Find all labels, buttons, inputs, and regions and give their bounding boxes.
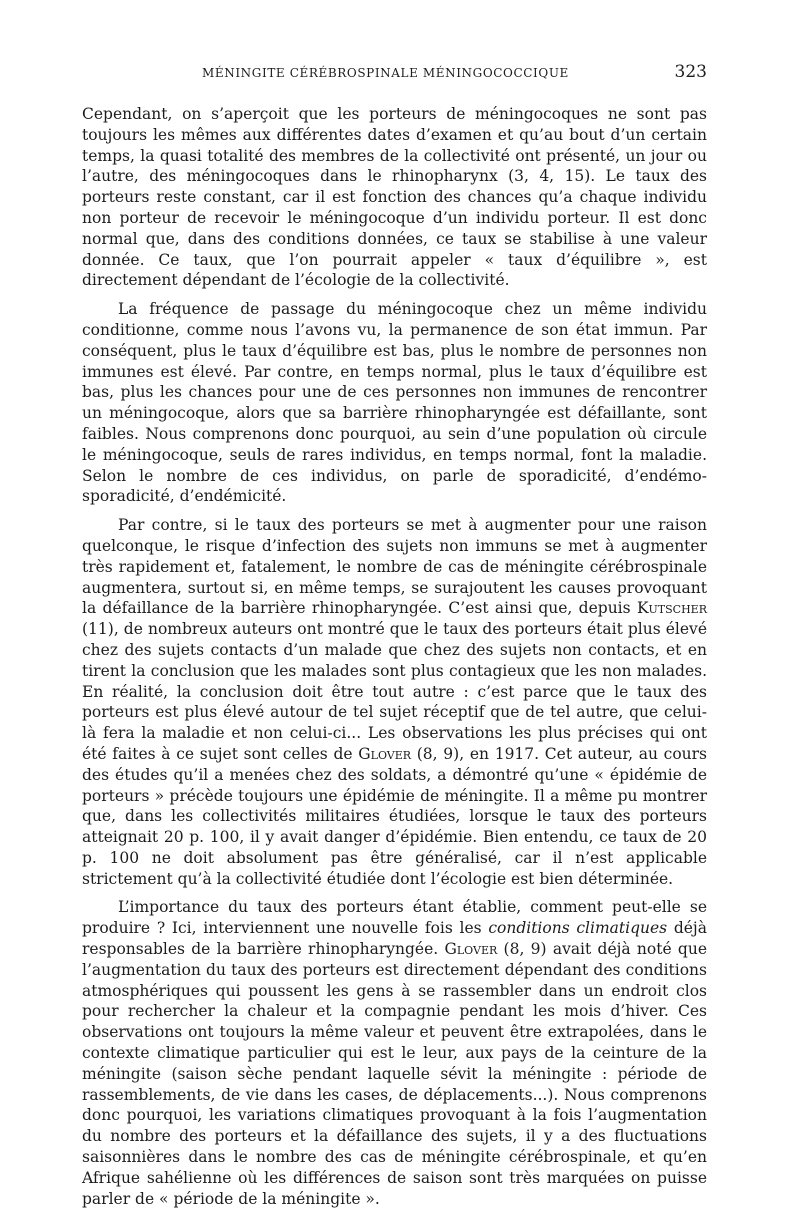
paragraph-4-part-2: déjà responsables de la barrière rhinopharyngée. [82, 919, 707, 959]
emphasis-text: conditions climatiques [488, 919, 668, 938]
paragraph-3-part-1: Par contre, si le taux des porteurs se met à augmenter pour une raison quelconque, le risque d’infection des sujets non immuns se met à augmenter très rapidement et, fatalement, le nombre de cas de méningite cérébrospinale augmentera, surtout si, en même temps, se surajoutent les causes provoquant la défaillance de la barrière rhinopharyngée. C’est ainsi que, depuis [82, 516, 707, 618]
author-name: Glover [358, 744, 412, 763]
running-head [82, 62, 707, 90]
author-name: Glover [444, 940, 498, 959]
paragraph-3-part-2: (11), de nombreux auteurs ont montré que le taux des porteurs était plus élevé chez des sujets contacts d’un malade que chez des sujets non contacts, et en tirent la conclusion que les malades sont plus contagieux que les non malades. En réalité, la conclusion doit être tout autre : c’est parce que le taux des porteurs est plus élevé autour de tel sujet réceptif que de tel autre, que celui-là fera la maladie et non celui-ci... Les observations les plus précises qui ont été faites à ce sujet sont celles de [82, 620, 707, 763]
paragraph-1: Cependant, on s’aperçoit que les porteurs de méningocoques ne sont pas toujours les mêmes aux différentes dates d’examen et qu’au bout d’un certain temps, la quasi totalité des membres de la collectivité ont présenté, un jour ou l’autre, des méningocoques dans le rhinopharynx (3, 4, 15). Le taux des porteurs reste constant, car il est fonction des chances qu’a chaque individu non porteur de recevoir le méningocoque d’un individu porteur. Il est donc normal que, dans des conditions données, ce taux se stabilise à une valeur donnée. Ce taux, que l’on pourrait appeler « taux d’équilibre », est directement dépendant de l’écologie de la collectivité. [82, 105, 707, 290]
paragraph-2: La fréquence de passage du méningocoque chez un même individu conditionne, comme nous l’avons vu, la permanence de son état immun. Par conséquent, plus le taux d’équilibre est bas, plus le nombre de personnes non immunes est élevé. Par contre, en temps normal, plus le taux d’équilibre est bas, plus les chances pour une de ces personnes non immunes de rencontrer un méningocoque, alors que sa barrière rhinopharyngée est défaillante, sont faibles. Nous comprenons donc pourquoi, au sein d’une population où circule le méningocoque, seuls de rares individus, en temps normal, font la maladie. Selon le nombre de ces individus, on parle de sporadicité, d’endémo-sporadicité, d’endémicité. [82, 300, 707, 506]
body-text [82, 104, 707, 1209]
author-name: Kutscher [636, 599, 707, 618]
running-title: MÉNINGITE CÉRÉBROSPINALE MÉNINGOCOCCIQUE [202, 66, 569, 80]
paragraph-4-part-1: L’importance du taux des porteurs étant établie, comment peut-elle se produire ? Ici, interviennent une nouvelle fois les [82, 898, 707, 938]
page-number: 323 [674, 62, 707, 82]
paragraph-4-part-3: (8, 9) avait déjà noté que l’augmentation du taux des porteurs est directement dépendant des conditions atmosphériques qui poussent les gens à se rassembler dans un endroit clos pour rechercher la chaleur et la compagnie pendant les mois d’hiver. Ces observations ont toujours la même valeur et peuvent être extrapolées, dans le contexte climatique particulier qui est le leur, aux pays de la ceinture de la méningite (saison sèche pendant laquelle sévit la méningite : période de rassemblements, de vie dans les cases, de déplacements...). Nous comprenons donc pourquoi, les variations climatiques provoquant à la fois l’augmentation du nombre des porteurs et la défaillance des sujets, il y a des fluctuations saisonnières dans le nombre des cas de méningite cérébrospinale, et qu’en Afrique sahélienne où les différences de saison sont très marquées on puisse parler de « période de la méningite ». [82, 940, 707, 1208]
paragraph-3 [82, 515, 707, 889]
paragraph-3-part-3: (8, 9), en 1917. Cet auteur, au cours des études qu’il a menées chez des soldats, a démontré qu’une « épidémie de porteurs » précède toujours une épidémie de méningite. Il a même pu montrer que, dans les collectivités militaires étudiées, lorsque le taux des porteurs atteignait 20 p. 100, il y avait danger d’épidémie. Bien entendu, ce taux de 20 p. 100 ne doit absolument pas être généralisé, car il n’est applicable strictement qu’à la collectivité étudiée dont l’écologie est bien déterminée. [82, 744, 707, 888]
paragraph-4 [82, 897, 707, 1209]
